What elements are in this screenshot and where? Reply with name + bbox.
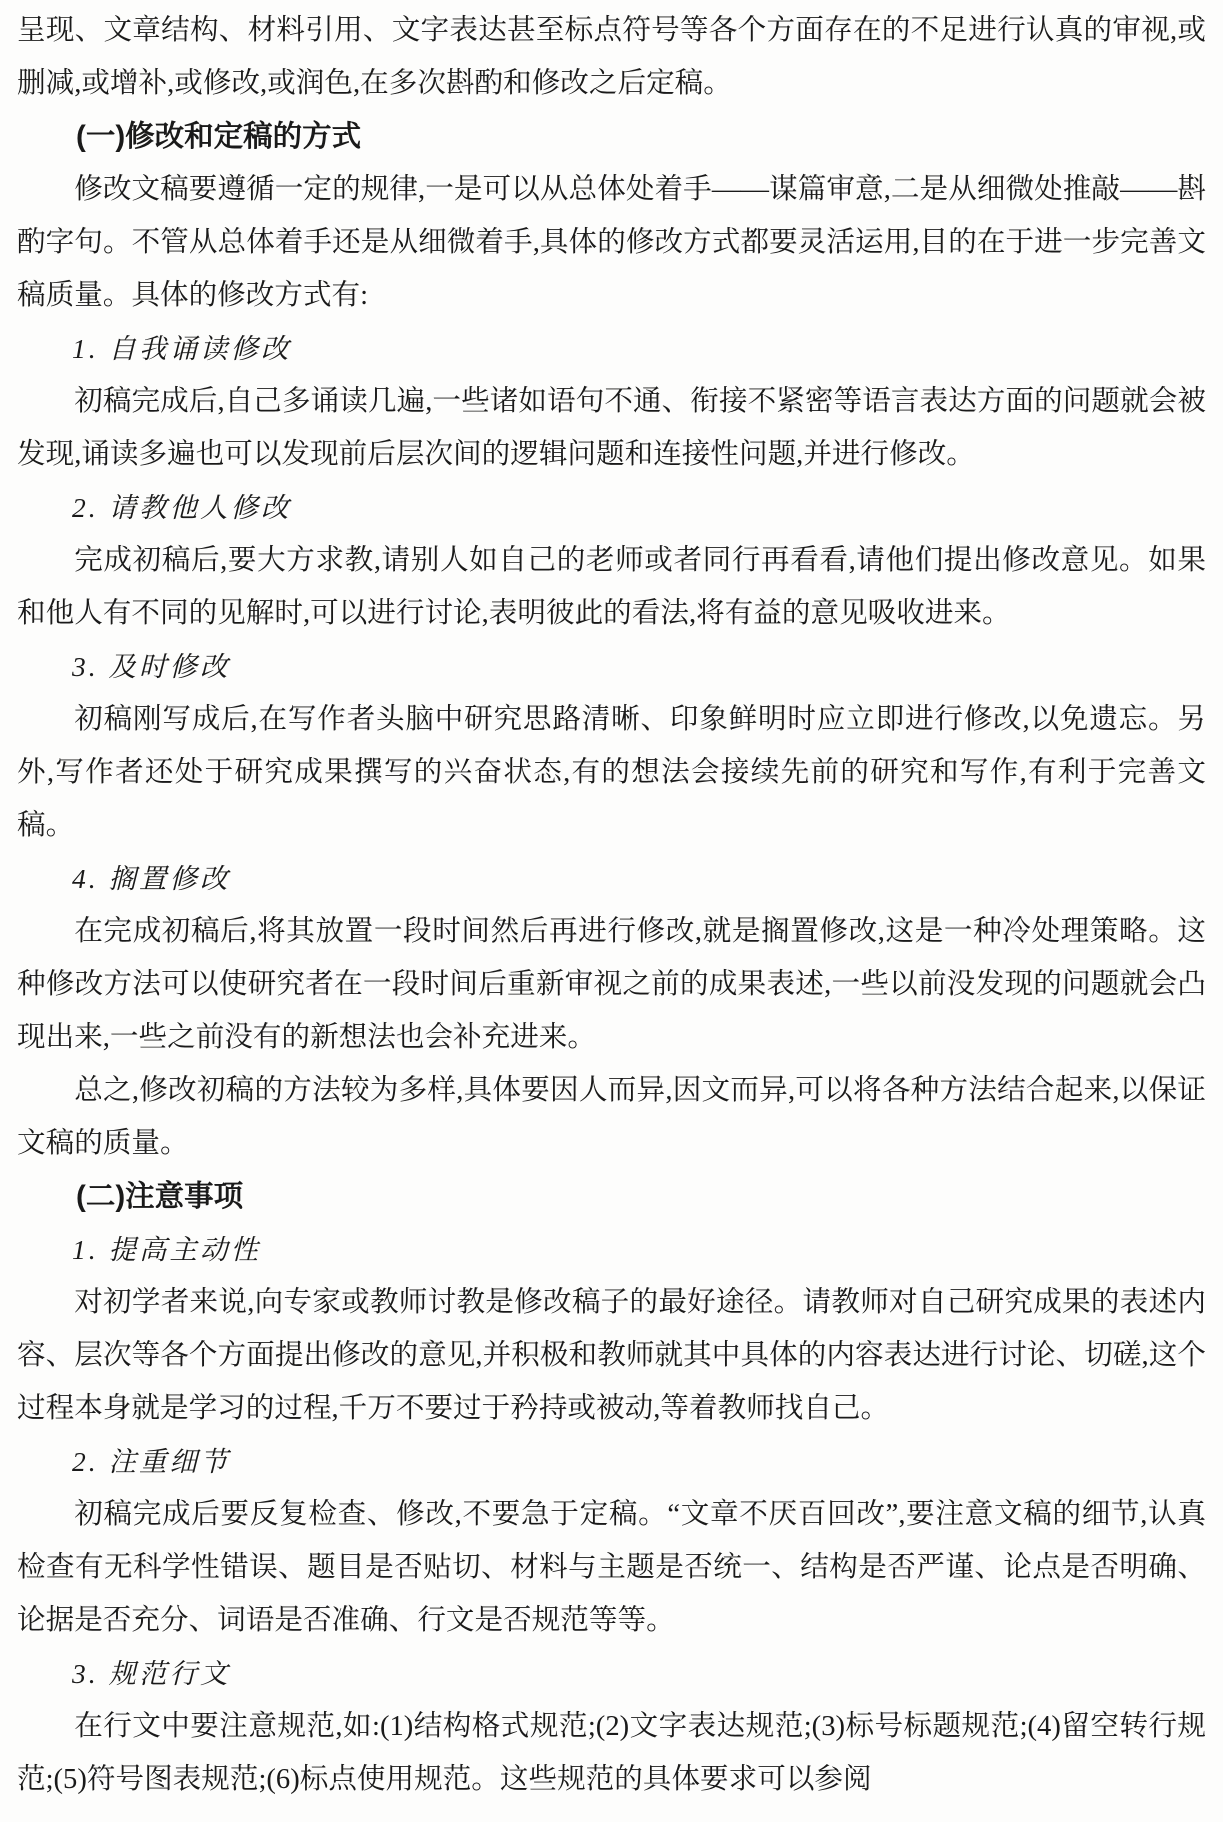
subsection-heading: 1. 自我诵读修改 [72, 333, 292, 364]
paragraph: 对初学者来说,向专家或教师讨教是修改稿子的最好途径。请教师对自己研究成果的表述内容、层次等各个方面提出修改的意见,并积极和教师就其中具体的内容表达进行讨论、切磋,这个过程本身就是学习的过程,千万不要过于矜持或被动,等着教师找自己。 [17, 1287, 1206, 1424]
section-heading: (二)注意事项 [76, 1180, 244, 1213]
subsection-heading: 3. 及时修改 [72, 651, 231, 682]
paragraph: 在行文中要注意规范,如:(1)结构格式规范;(2)文字表达规范;(3)标号标题规范;(4)留空转行规范;(5)符号图表规范;(6)标点使用规范。这些规范的具体要求可以参阅 [17, 1711, 1206, 1795]
subsection-heading: 4. 搁置修改 [72, 863, 231, 894]
paragraph: 总之,修改初稿的方法较为多样,具体要因人而异,因文而异,可以将各种方法结合起来,以保证文稿的质量。 [17, 1075, 1206, 1159]
paragraph: 初稿完成后要反复检查、修改,不要急于定稿。“文章不厌百回改”,要注意文稿的细节,认真检查有无科学性错误、题目是否贴切、材料与主题是否统一、结构是否严谨、论点是否明确、论据是否充分、词语是否准确、行文是否规范等等。 [17, 1499, 1206, 1636]
section-heading: (一)修改和定稿的方式 [76, 120, 362, 153]
subsection-heading: 2. 注重细节 [72, 1446, 231, 1477]
document-content [17, 4, 1206, 1806]
subsection-heading: 3. 规范行文 [72, 1658, 231, 1689]
paragraph: 修改文稿要遵循一定的规律,一是可以从总体处着手——谋篇审意,二是从细微处推敲——斟酌字句。不管从总体着手还是从细微着手,具体的修改方式都要灵活运用,目的在于进一步完善文稿质量。具体的修改方式有: [17, 174, 1206, 311]
paragraph: 在完成初稿后,将其放置一段时间然后再进行修改,就是搁置修改,这是一种冷处理策略。这种修改方法可以使研究者在一段时间后重新审视之前的成果表述,一些以前没发现的问题就会凸现出来,一些之前没有的新想法也会补充进来。 [17, 916, 1206, 1053]
paragraph: 初稿完成后,自己多诵读几遍,一些诸如语句不通、衔接不紧密等语言表达方面的问题就会被发现,诵读多遍也可以发现前后层次间的逻辑问题和连接性问题,并进行修改。 [17, 386, 1206, 470]
paragraph: 完成初稿后,要大方求教,请别人如自己的老师或者同行再看看,请他们提出修改意见。如果和他人有不同的见解时,可以进行讨论,表明彼此的看法,将有益的意见吸收进来。 [17, 545, 1206, 629]
paragraph: 初稿刚写成后,在写作者头脑中研究思路清晰、印象鲜明时应立即进行修改,以免遗忘。另外,写作者还处于研究成果撰写的兴奋状态,有的想法会接续先前的研究和写作,有利于完善文稿。 [17, 704, 1206, 841]
subsection-heading: 2. 请教他人修改 [72, 492, 292, 523]
paragraph-continued: 呈现、文章结构、材料引用、文字表达甚至标点符号等各个方面存在的不足进行认真的审视,或删减,或增补,或修改,或润色,在多次斟酌和修改之后定稿。 [17, 15, 1206, 99]
subsection-heading: 1. 提高主动性 [72, 1234, 261, 1265]
